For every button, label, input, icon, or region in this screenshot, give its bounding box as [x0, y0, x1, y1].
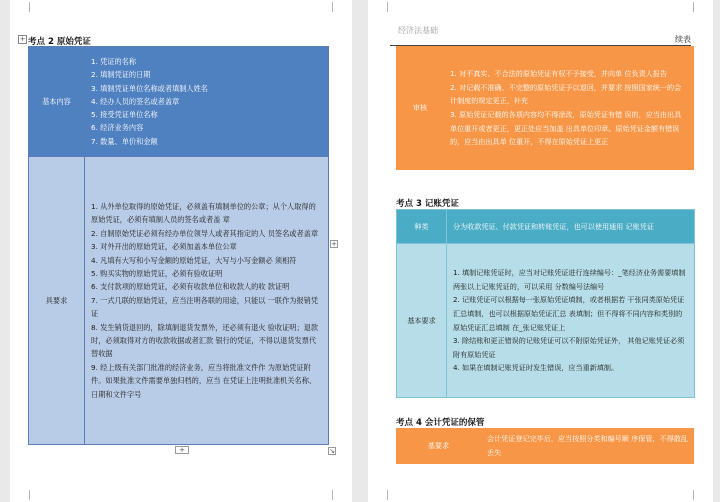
- table-row: [397, 210, 695, 244]
- row-content: [85, 47, 329, 157]
- crop-mark: [378, 2, 388, 12]
- list-item: 1. 对不真实、不合法的原始凭证有权不予接受，并向单 位负责人报告: [450, 69, 667, 79]
- row-content: [447, 244, 695, 398]
- list-item: 2. 填制凭证的日期: [91, 70, 151, 80]
- section-heading: 考点 2 原始凭证: [28, 37, 91, 47]
- continued-label: 续表: [675, 35, 691, 44]
- document-page-left: [10, 0, 352, 502]
- row-content: [85, 157, 329, 445]
- row-label: 基本内容: [29, 47, 85, 157]
- table-move-handle-icon[interactable]: +: [19, 35, 26, 43]
- review-table: [396, 46, 694, 170]
- table-resize-icon[interactable]: ↘: [329, 447, 335, 455]
- document-page-right: [368, 0, 713, 502]
- crop-mark: [332, 490, 342, 500]
- table-row: [29, 157, 329, 445]
- table-row: [397, 244, 695, 398]
- list-item: 1. 凭证的名称: [91, 57, 137, 67]
- list-item: 1. 从外单位取得的原始凭证，必须盖有填制单位的公章；从个人取得的原始凭证，必须有填制人员的签名或者盖 章: [91, 201, 316, 225]
- row-label: 具要求: [29, 157, 85, 445]
- list-item: 4. 凡填有大写和小写金额的原始凭证，大写与小写金额必 须相符: [91, 255, 297, 265]
- list-item: 4. 如果在填制记账凭证时发生错误，应当重新填制。: [453, 363, 619, 373]
- row-label: 基本要求: [397, 244, 447, 398]
- crop-mark: [20, 2, 30, 12]
- list-item: 5. 购买实物的原始凭证，必须有验收证明: [91, 268, 223, 278]
- list-item: 9. 经上级有关部门批准的经济业务，应当将批准文件作 为原始凭证附件。如果批准文件需要单独归档的，应当 在凭证上注明批准机关名称、日期和文件字号: [91, 362, 317, 399]
- list-item: 3. 填制凭证单位名称或者填制人姓名: [91, 83, 208, 93]
- types-text: 分为收款凭证、付款凭证和转账凭证，也可以使用通用 记账凭证: [453, 221, 654, 231]
- table-row: [29, 47, 329, 157]
- section-heading: 考点 3 记账凭证: [396, 199, 459, 209]
- row-content: [447, 210, 695, 244]
- storage-text: 会计凭证登记完毕后，应当按照分类和编号顺 序保管，不得散乱丢失: [487, 434, 688, 457]
- row-label: 基要求: [396, 428, 481, 464]
- table-row: [396, 428, 694, 464]
- list-item: 6. 支付款项的原始凭证，必须有收款单位和收款人的收 款证明: [91, 282, 290, 292]
- add-row-icon[interactable]: +: [175, 446, 189, 454]
- crop-mark: [693, 2, 703, 12]
- crop-mark: [20, 490, 30, 500]
- page-header-title: 经济法基础: [398, 26, 438, 35]
- list-item: 8. 发生销货退回的，除填制退货发票外，还必须有退火 验收证明；退款时，必须取得对方的收款收据或者汇款 银行的凭证，不得以退货发票代替收据: [91, 322, 319, 359]
- list-item: 2. 记账凭证可以根据每一张原始凭证填制，或者根据若 干张同类原始凭证汇总填制，也可以根据原始凭证汇总 表填制；但不得将不同内容和类别的原始凭证汇总填制 在_张记账凭证上: [453, 295, 685, 332]
- list-item: 2. 对记载不准确、不完整的原始凭证予以退回，并要求 按照国家统一的会计制度的规定更正、补充: [450, 82, 682, 106]
- list-item: 3. 对外开出的原始凭证，必须加盖本单位公章: [91, 242, 237, 252]
- list-item: 2. 自制原始凭证必须有经办单位领导人或者其指定的人 员签名或者盖章: [91, 228, 319, 238]
- list-item: 3. 除结账和更正错误的记账凭证可以不附原始凭证外， 其他记账凭证必须附有原始凭证: [453, 336, 685, 359]
- list-item: 7. 数量、单价和金额: [91, 136, 158, 146]
- list-item: 7. 一式几联的原始凭证，应当注明各联的用途，只能以 一联作为报销凭证: [91, 295, 319, 319]
- crop-mark: [693, 490, 703, 500]
- add-column-icon[interactable]: +: [331, 240, 337, 248]
- list-item: 3. 原始凭证记载的各项内容均不得涂改，原始凭证有错 误的，应当由出具单位重开或者更正，更正处应当加盖 出具单位印章。原始凭证金额有错误的，应当由出具单 位重开，不得在原始凭证上更正: [450, 110, 682, 147]
- section-heading: 考点 4 会计凭证的保管: [396, 418, 485, 428]
- row-content: [444, 46, 694, 170]
- list-item: 4. 经办人员的签名或者盖章: [91, 96, 180, 106]
- table-row: [396, 46, 694, 170]
- row-label: 审核: [396, 46, 444, 170]
- list-item: 5. 接受凭证单位名称: [91, 110, 158, 120]
- row-content: [481, 428, 694, 464]
- row-label: 种类: [397, 210, 447, 244]
- list-item: 6. 经济业务内容: [91, 123, 144, 133]
- accounting-voucher-table: [396, 209, 695, 398]
- crop-mark: [332, 2, 342, 12]
- original-voucher-table: [28, 46, 329, 445]
- storage-table: [396, 428, 694, 464]
- crop-mark: [378, 490, 388, 500]
- list-item: 1. 填制记账凭证时，应当对记账凭证进行连续编号：_笔经济业务需要填制两张以上记账凭证的，可以采用 分数编号法编号: [453, 268, 686, 291]
